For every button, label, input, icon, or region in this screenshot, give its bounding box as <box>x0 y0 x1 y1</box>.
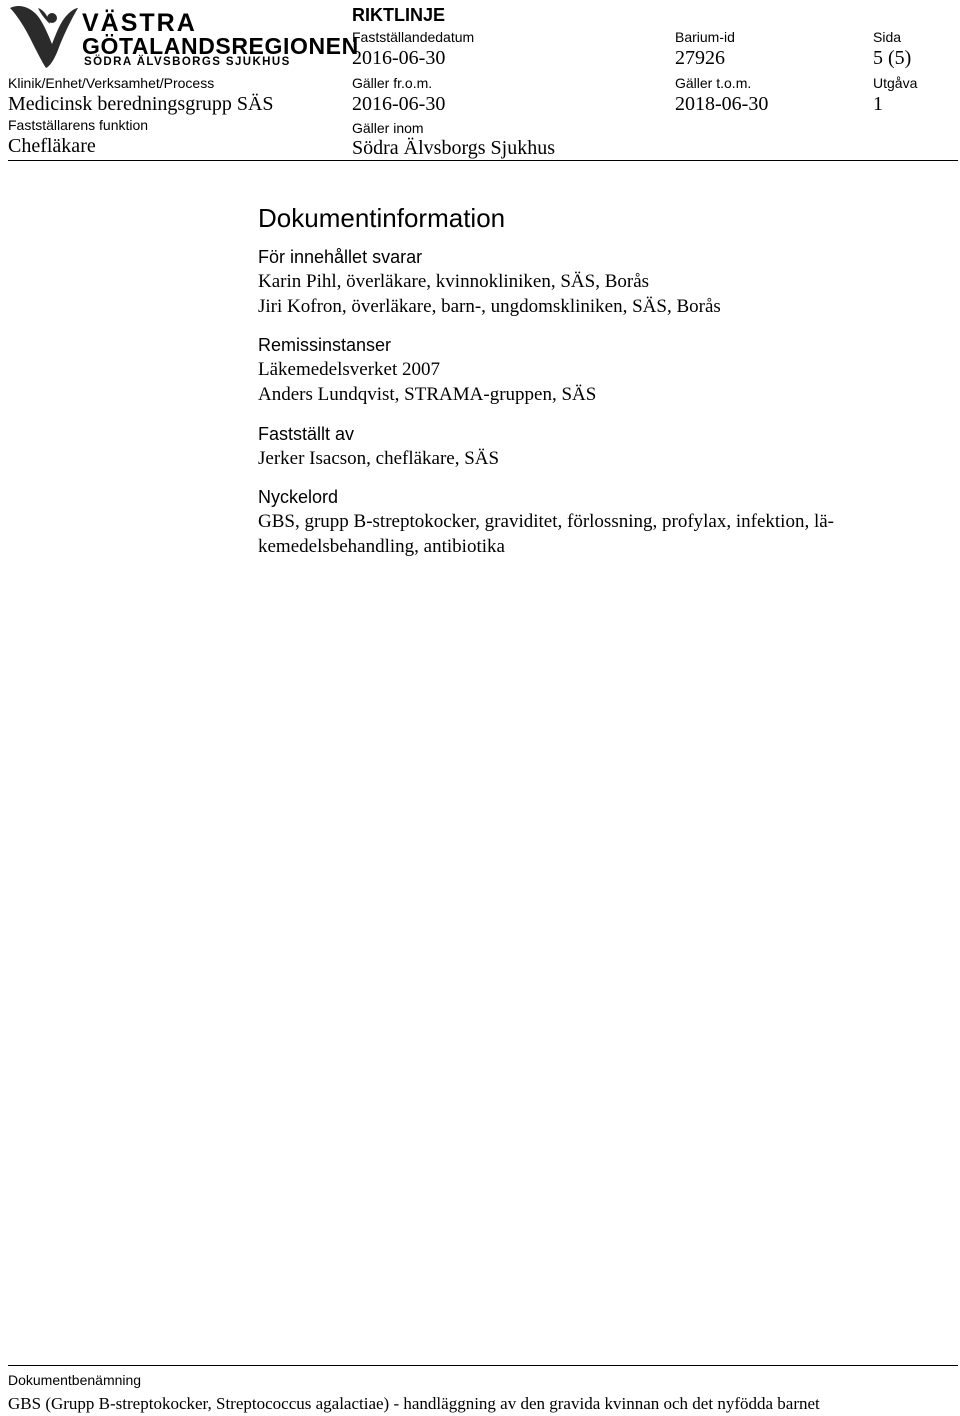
faststallt-av-line: Jerker Isacson, chefläkare, SÄS <box>258 448 500 469</box>
klinik-value: Medicinsk beredningsgrupp SÄS <box>8 93 274 115</box>
section-heading-remissinstanser: Remissinstanser <box>258 335 392 355</box>
galler-tom-value: 2018-06-30 <box>675 93 769 115</box>
galler-tom-label: Gäller t.o.m. <box>675 75 752 91</box>
document-type: RIKTLINJE <box>352 5 446 25</box>
faststallandedatum-value: 2016-06-30 <box>352 47 446 69</box>
responsible-line: Jiri Kofron, överläkare, barn-, ungdomskliniken, SÄS, Borås <box>258 296 721 317</box>
region-emblem-icon <box>8 4 80 70</box>
barium-id-value: 27926 <box>675 47 725 69</box>
remissinstans-line: Läkemedelsverket 2007 <box>258 359 441 380</box>
nyckelord-line: GBS, grupp B-streptokocker, graviditet, förlossning, profylax, infektion, lä- <box>258 511 834 532</box>
section-heading-nyckelord: Nyckelord <box>258 487 339 507</box>
galler-inom-label: Gäller inom <box>352 120 424 136</box>
galler-from-value: 2016-06-30 <box>352 93 446 115</box>
header-divider <box>8 160 958 161</box>
faststallarens-funktion-label: Fastställarens funktion <box>8 117 149 133</box>
logo-text-gotalandsregionen: GÖTALANDSREGIONEN <box>82 33 359 59</box>
section-heading-responsible: För innehållet svarar <box>258 247 423 267</box>
utgava-value: 1 <box>873 93 883 115</box>
page-title: Dokumentinformation <box>258 203 506 233</box>
logo-text-vastra: VÄSTRA <box>82 9 197 37</box>
remissinstans-line: Anders Lundqvist, STRAMA-gruppen, SÄS <box>258 384 597 405</box>
galler-from-label: Gäller fr.o.m. <box>352 75 433 91</box>
klinik-label: Klinik/Enhet/Verksamhet/Process <box>8 75 215 91</box>
dokumentbenamning-value: GBS (Grupp B-streptokocker, Streptococcus agalactiae) - handläggning av den gravida kvinnan och det nyfödda barnet <box>8 1394 820 1413</box>
sida-label: Sida <box>873 29 902 45</box>
footer-divider <box>8 1365 958 1366</box>
sida-value: 5 (5) <box>873 47 912 69</box>
dokumentbenamning-label: Dokumentbenämning <box>8 1372 142 1388</box>
nyckelord-line: kemedelsbehandling, antibiotika <box>258 536 505 557</box>
logo-text-sjukhus: SÖDRA ÄLVSBORGS SJUKHUS <box>84 56 291 68</box>
barium-id-label: Barium-id <box>675 29 735 45</box>
responsible-line: Karin Pihl, överläkare, kvinnokliniken, SÄS, Borås <box>258 271 650 292</box>
faststallarens-funktion-value: Chefläkare <box>8 135 96 157</box>
utgava-label: Utgåva <box>873 75 918 91</box>
galler-inom-value: Södra Älvsborgs Sjukhus <box>352 137 555 159</box>
faststallandedatum-label: Fastställandedatum <box>352 29 475 45</box>
section-heading-faststallt-av: Fastställt av <box>258 424 355 444</box>
organization-logo <box>8 4 359 70</box>
